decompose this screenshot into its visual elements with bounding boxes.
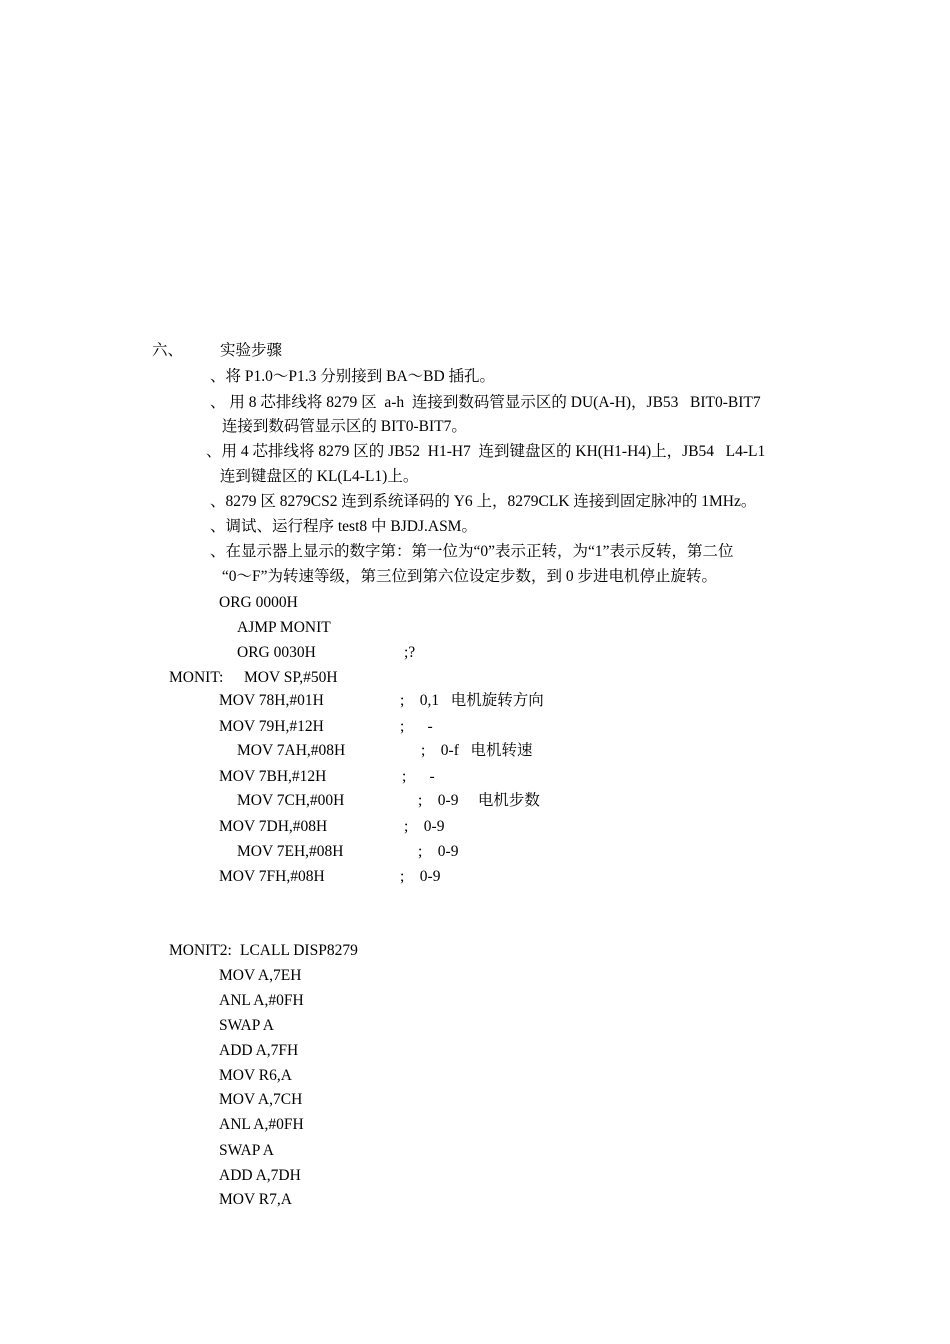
step-5: 、调试、运行程序 test8 中 BJDJ.ASM。 — [210, 518, 477, 535]
code-comment: ; 0-9 — [400, 868, 441, 885]
code-label: MONIT2: — [169, 942, 232, 959]
step-2-cont: 连接到数码管显示区的 BIT0-BIT7。 — [218, 418, 467, 435]
step-6-cont: “0～F”为转速等级，第三位到第六位设定步数，到 0 步进电机停止旋转。 — [218, 568, 718, 585]
code-instr: SWAP A — [219, 1017, 274, 1034]
step-1: 、将 P1.0～P1.3 分别接到 BA～BD 插孔。 — [210, 368, 496, 385]
code-comment: ; 0-9 — [404, 818, 445, 835]
code-comment: ; - — [400, 718, 433, 735]
code-instr: MOV 7CH,#00H — [237, 792, 345, 809]
step-2: 、 用 8 芯排线将 8279 区 a-h 连接到数码管显示区的 DU(A-H)，JB53 BIT0-BIT7 — [210, 394, 761, 411]
code-comment: ; 0-9 电机步数 — [418, 792, 540, 809]
code-comment: ; 0-9 — [418, 843, 459, 860]
code-comment: ; 0-f 电机转速 — [421, 742, 533, 759]
code-label: MONIT: — [169, 669, 224, 686]
code-instr: MOV R6,A — [219, 1067, 292, 1084]
code-comment: ;? — [404, 644, 416, 661]
code-instr: MOV 7DH,#08H — [219, 818, 328, 835]
code-instr: ADD A,7FH — [219, 1042, 299, 1059]
code-comment: ; - — [402, 768, 435, 785]
code-instr: LCALL DISP8279 — [240, 942, 358, 959]
code-instr: MOV SP,#50H — [244, 669, 338, 686]
code-comment: ; 0,1 电机旋转方向 — [400, 692, 544, 709]
step-3: 、用 4 芯排线将 8279 区的 JB52 H1-H7 连到键盘区的 KH(H1-H4)上，JB54 L4-L1 — [206, 443, 766, 460]
code-instr: MOV 7EH,#08H — [237, 843, 344, 860]
step-3-cont: 连到键盘区的 KL(L4-L1)上。 — [216, 468, 419, 485]
code-instr: MOV A,7EH — [219, 967, 302, 984]
code-instr: ANL A,#0FH — [219, 1116, 304, 1133]
code-instr: ANL A,#0FH — [219, 992, 304, 1009]
code-instr: AJMP MONIT — [237, 619, 331, 636]
code-instr: MOV 7FH,#08H — [219, 868, 325, 885]
step-6: 、在显示器上显示的数字第：第一位为“0”表示正转，为“1”表示反转，第二位 — [210, 543, 734, 560]
code-instr: MOV 79H,#12H — [219, 718, 324, 735]
section-title: 实验步骤 — [220, 342, 283, 359]
code-instr: SWAP A — [219, 1142, 274, 1159]
code-instr: ORG 0000H — [219, 594, 298, 611]
step-4: 、8279 区 8279CS2 连到系统译码的 Y6 上，8279CLK 连接到固定脉冲的 1MHz。 — [210, 493, 757, 510]
code-instr: MOV 7AH,#08H — [237, 742, 346, 759]
code-instr: MOV 78H,#01H — [219, 692, 324, 709]
code-instr: ORG 0030H — [237, 644, 316, 661]
code-instr: ADD A,7DH — [219, 1167, 301, 1184]
code-instr: MOV A,7CH — [219, 1091, 303, 1108]
section-number: 六、 — [152, 342, 184, 359]
code-instr: MOV R7,A — [219, 1191, 292, 1208]
code-instr: MOV 7BH,#12H — [219, 768, 327, 785]
